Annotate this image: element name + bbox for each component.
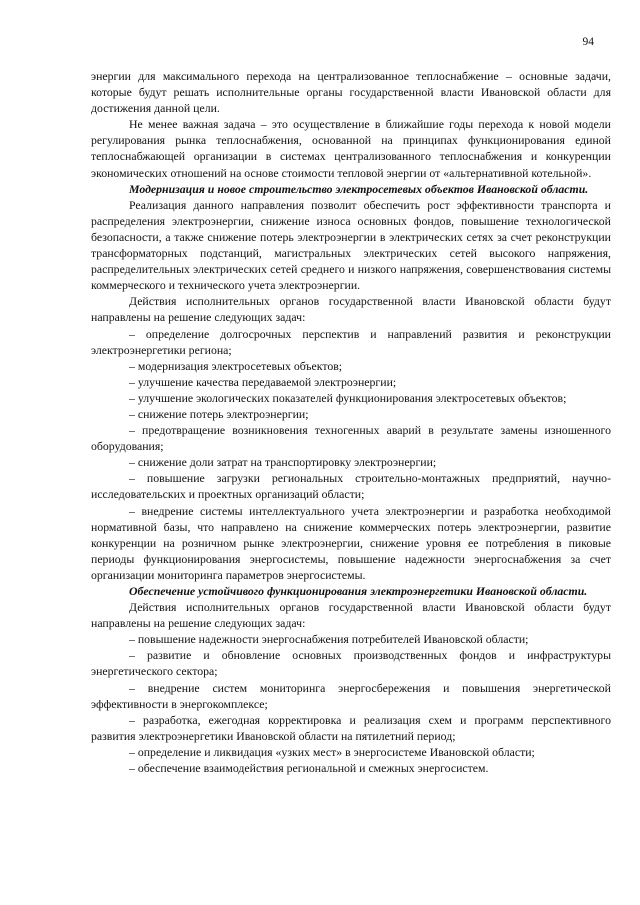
list-item: – разработка, ежегодная корректировка и реализация схем и программ перспективного развития электроэнергетики Ивановской области на пятилетний период; bbox=[91, 712, 611, 743]
list-item: – предотвращение возникновения техногенных аварий в результате замены изношенного оборудования; bbox=[91, 423, 611, 454]
list-item: – модернизация электросетевых объектов; bbox=[129, 358, 343, 373]
page-number: 94 bbox=[582, 36, 594, 48]
list-item: – обеспечение взаимодействия региональной и смежных энергосистем. bbox=[129, 761, 489, 776]
list-item: – повышение надежности энергоснабжения потребителей Ивановской области; bbox=[129, 632, 529, 647]
list-item: – повышение загрузки региональных строительно-монтажных предприятий, научно-исследовательских и проектных организаций области; bbox=[91, 471, 611, 502]
list-item: – определение и ликвидация «узких мест» в энергосистеме Ивановской области; bbox=[129, 744, 535, 759]
list-item: – внедрение систем мониторинга энергосбережения и повышения энергетической эффективности в энергокомплексе; bbox=[91, 680, 611, 711]
document-body bbox=[91, 68, 611, 776]
section-heading-grid-modernization: Модернизация и новое строительство электросетевых объектов Ивановской области. bbox=[129, 181, 589, 196]
paragraph-grid-goals: Реализация данного направления позволит обеспечить рост эффективности транспорта и распределения электроэнергии, снижение износа основных фондов, повышение технологической безопасности, а также снижение потерь электроэнергии в электрических сетях за счет реконструкции трансформаторных подстанций, магистральных электрических сетей высокого напряжения, распределительных электрических сетей среднего и низкого напряжения, совершенствования системы коммерческого и технического учета электроэнергии. bbox=[91, 197, 611, 293]
list-item: – снижение доли затрат на транспортировку электроэнергии; bbox=[129, 455, 437, 470]
paragraph-tasks-intro: Действия исполнительных органов государственной власти Ивановской области будут направлены на решение следующих задач: bbox=[91, 294, 611, 325]
list-item: – улучшение качества передаваемой электроэнергии; bbox=[129, 374, 397, 389]
section-heading-stable-operation: Обеспечение устойчивого функционирования электроэнергетики Ивановской области. bbox=[129, 584, 588, 598]
list-item: – внедрение системы интеллектуального учета электроэнергии и разработка необходимой нормативной базы, что направлено на снижение коммерческих потерь электроэнергии, развитие конкуренции на розничном рынке электроэнергии, снижение уровня ее потребления в пиковые периоды функционирования энергосистемы, повышение надежности энергоснабжения за счет организации мониторинга параметров энергосистемы. bbox=[91, 503, 611, 582]
list-item: – снижение потерь электроэнергии; bbox=[129, 406, 309, 421]
paragraph-tasks-intro: Действия исполнительных органов государственной власти Ивановской области будут направлены на решение следующих задач: bbox=[91, 600, 611, 631]
paragraph-heat-market-model: Не менее важная задача – это осуществление в ближайшие годы перехода к новой модели регулирования рынка теплоснабжения, основанной на принципах функционирования единой теплоснабжающей организации в системах централизованного теплоснабжения и конкуренции экономических отношений на основе стоимости тепловой энергии от «альтернативной котельной». bbox=[91, 117, 611, 180]
paragraph-continuation: энергии для максимального перехода на централизованное теплоснабжение – основные задачи, которые будут решать исполнительные органы государственной власти Ивановской области для достижения данной цели. bbox=[91, 69, 611, 116]
list-item: – определение долгосрочных перспектив и направлений развития и реконструкции электроэнергетики региона; bbox=[91, 326, 611, 357]
list-item: – улучшение экологических показателей функционирования электросетевых объектов; bbox=[129, 390, 567, 405]
list-item: – развитие и обновление основных производственных фондов и инфраструктуры энергетического сектора; bbox=[91, 648, 611, 679]
